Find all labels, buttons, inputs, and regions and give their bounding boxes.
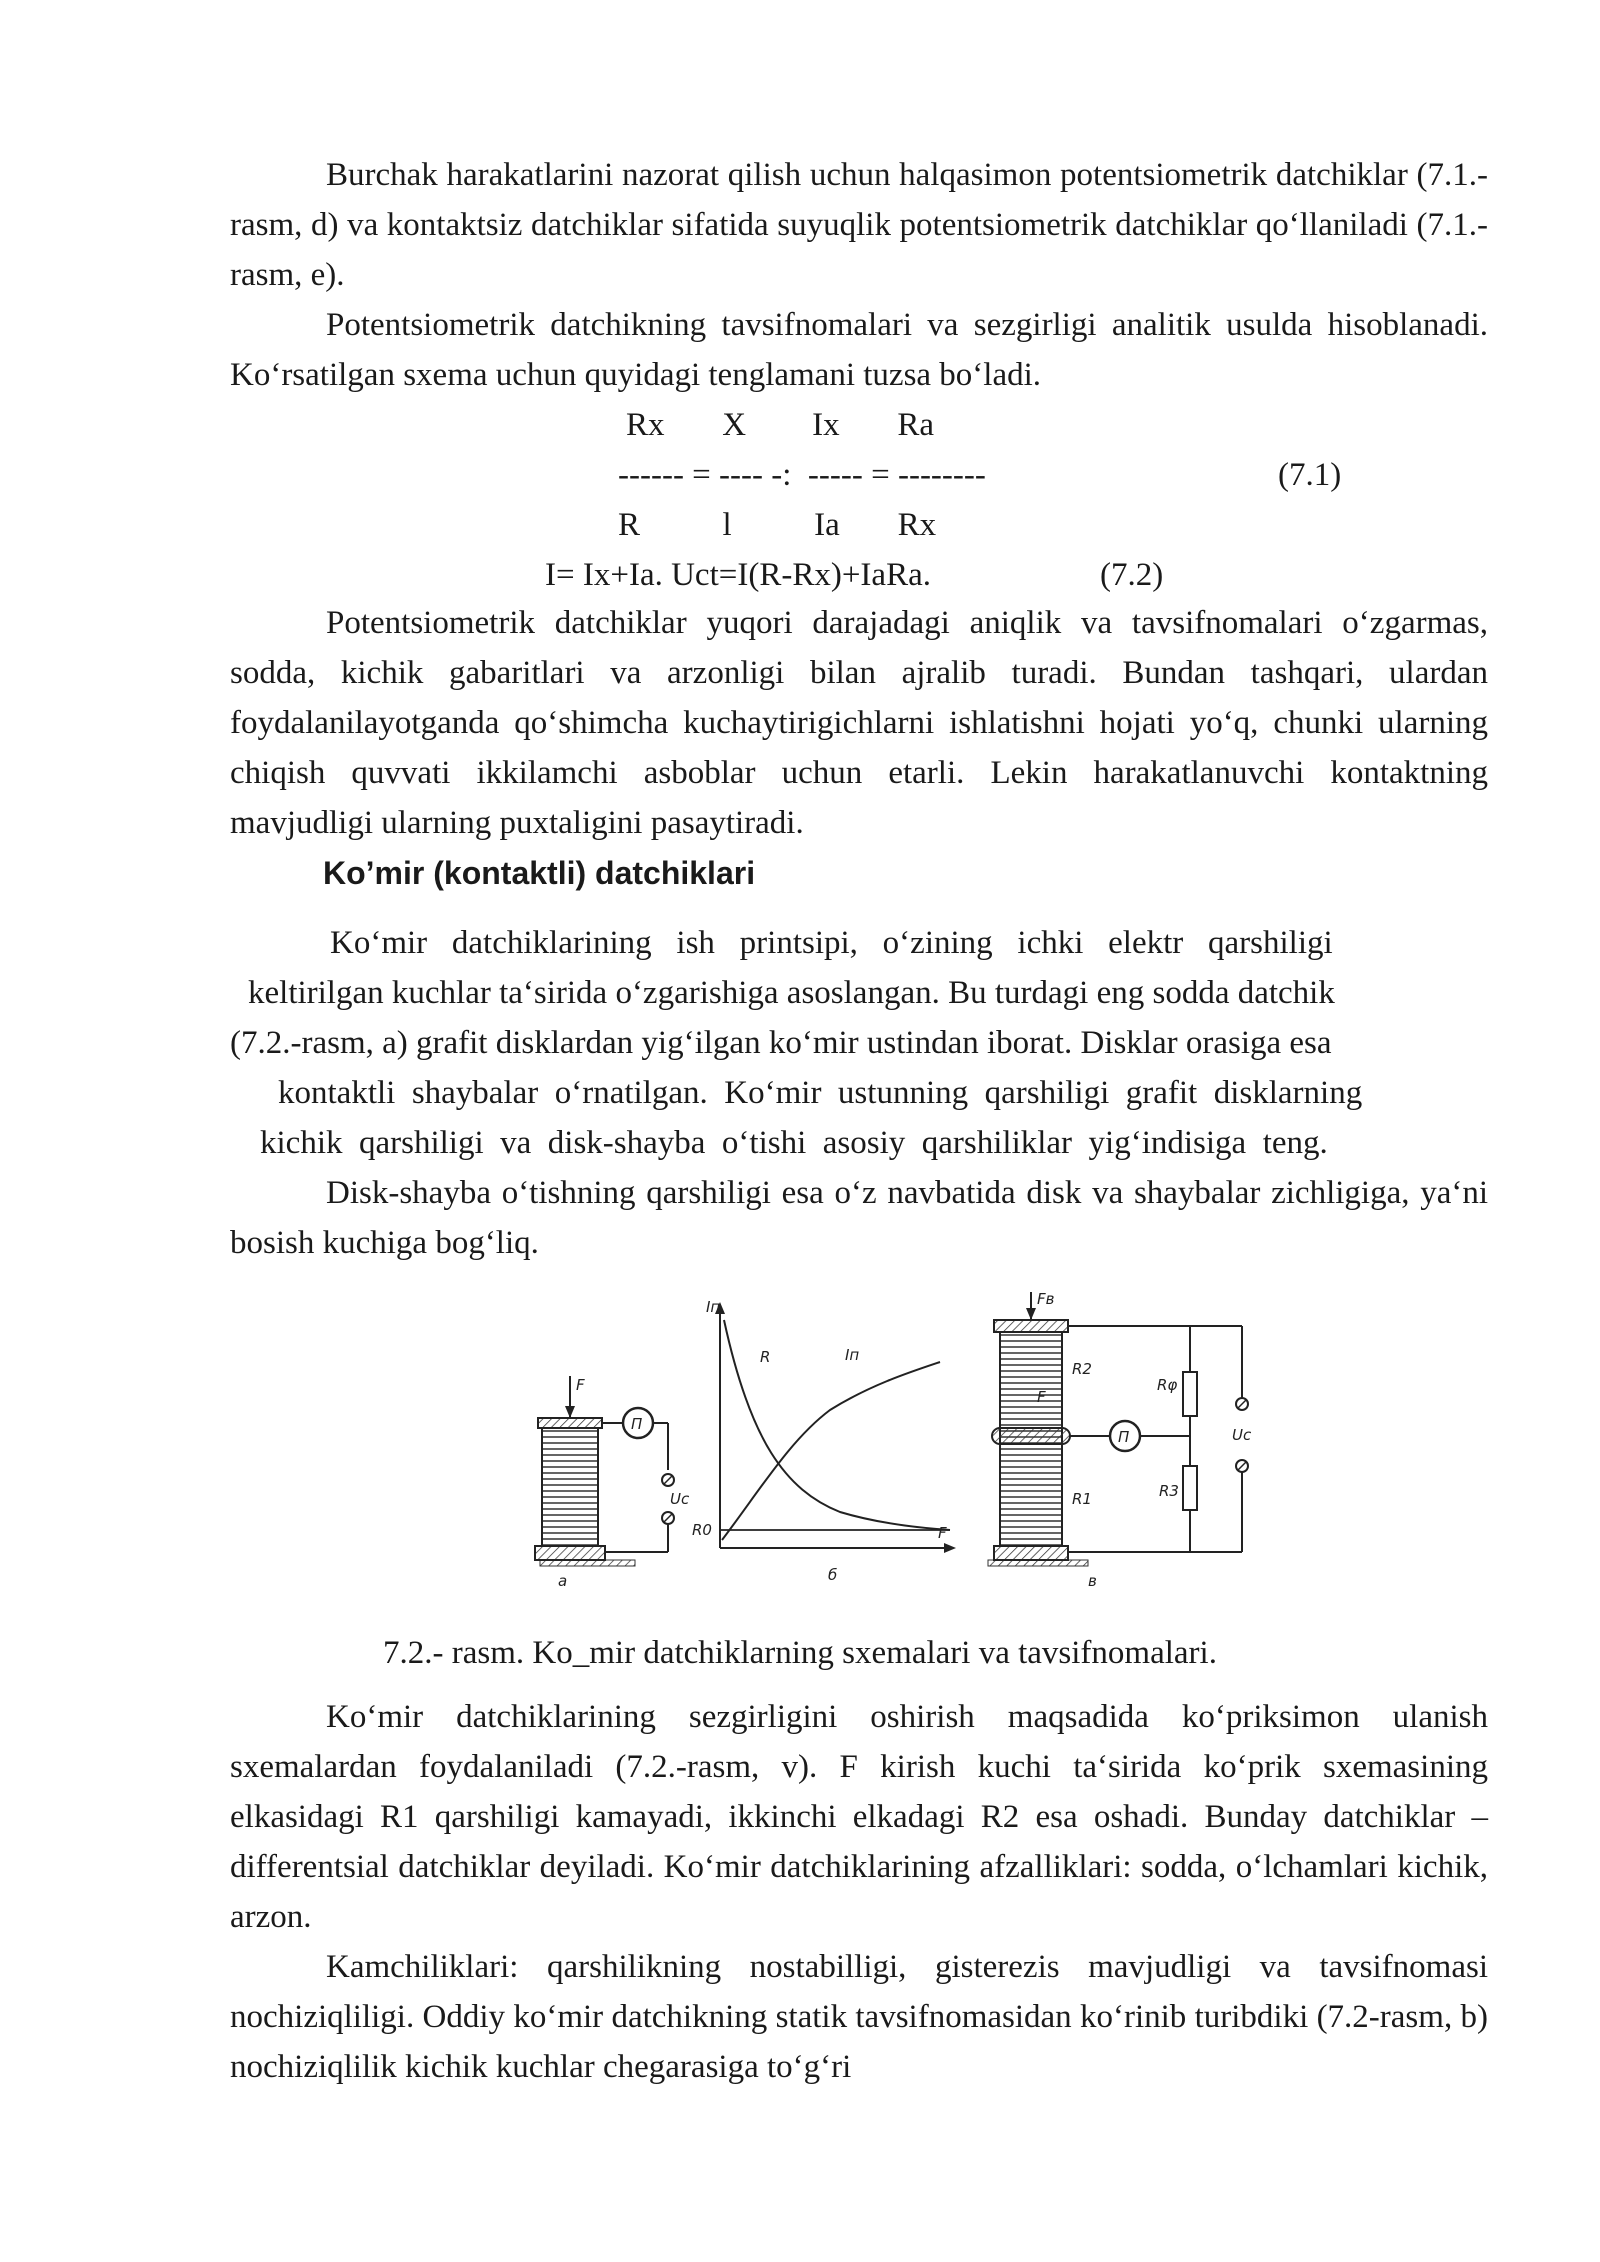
paragraph-4-line-5: kichik qarshiligi va disk-shayba o‘tishi asosiy qarshiliklar yig‘indisiga teng. [260, 1125, 1328, 1161]
label-P-a: П [631, 1415, 643, 1433]
formula-7-1-denominators: R l Ia Rx [618, 507, 937, 543]
formula-7-1-numerators: Rx X Ix Ra [626, 407, 934, 443]
label-Rphi: Rφ [1157, 1376, 1178, 1394]
paragraph-6: Ko‘mir datchiklarining sezgirligini oshirish maqsadida ko‘priksimon ulanish sxemalardan foydalaniladi (7.2.-rasm, v). F kirish kuchi ta‘sirida ko‘prik sxemasining elkasidagi R1 qarshiligi kamayadi, ikkinchi elkadagi R2 esa oshadi. Bunday datchiklar – differentsial datchiklar deyiladi. Ko‘mir datchiklarining afzalliklari: sodda, o‘lchamlari kichik, arzon. [230, 1699, 1488, 1935]
label-a: a [558, 1572, 568, 1590]
label-F-a: F [576, 1376, 585, 1394]
formula-7-1-bar: ------ = ---- -: ----- = -------- [618, 457, 986, 493]
label-P-v: П [1118, 1428, 1130, 1446]
formula-7-1-number: (7.1) [1278, 457, 1342, 493]
paragraph-1: Burchak harakatlarini nazorat qilish uchun halqasimon potentsiometrik datchiklar (7.1.-rasm, d) va kontaktsiz datchiklar sifatida suyuqlik potentsiometrik datchiklar qo‘llaniladi (7.1.-rasm, e). [230, 157, 1488, 293]
label-v: в [1088, 1572, 1097, 1590]
figure-caption: 7.2.- rasm. Ko_mir datchiklarning sxemalari va tavsifnomalari. [383, 1635, 1217, 1671]
paragraph-3: Potentsiometrik datchiklar yuqori darajadagi aniqlik va tavsifnomalari o‘zgarmas, sodda, kichik gabaritlari va arzonligi bilan ajralib turadi. Bundan tashqari, ulardan foydalanilayotganda qo‘shimcha kuchaytirigichlarni ishlatishni hojati yo‘q, chunki ularning chiqish quvvati ikkilamchi asboblar uchun etarli. Lekin harakatlanuvchi kontaktning mavjudligi ularning puxtaligini pasaytiradi. [230, 605, 1488, 841]
resistor-Rphi [1183, 1372, 1197, 1416]
paragraph-7: Kamchiliklari: qarshilikning nostabilligi, gisterezis mavjudligi va tavsifnomasi nochiziqliligi. Oddiy ko‘mir datchikning statik tavsifnomasidan ko‘rinib turibdiki (7.2-rasm, b) nochiziqlilik kichik kuchlar chegarasiga to‘g‘ri [230, 1949, 1488, 2085]
label-R3: R3 [1159, 1482, 1179, 1500]
figure-carbon-sensor-diagrams [510, 1290, 1260, 1590]
paragraph-4-line-1: Ko‘mir datchiklarining ish printsipi, o‘zining ichki elektr qarshiligi [330, 925, 1333, 961]
label-R-curve: R [760, 1348, 771, 1366]
panel-a-simple-sensor [535, 1376, 690, 1590]
formula-7-2-number: (7.2) [1100, 557, 1164, 593]
paragraph-4-line-2: keltirilgan kuchlar ta‘sirida o‘zgarishiga asoslangan. Bu turdagi eng sodda datchik [248, 975, 1335, 1011]
label-In-axis: Iп [706, 1298, 721, 1316]
resistor-R3 [1183, 1466, 1197, 1510]
paragraph-2: Potentsiometrik datchikning tavsifnomalari va sezgirligi analitik usulda hisoblanadi. Ko‘rsatilgan sxema uchun quyidagi tenglamani tuzsa bo‘ladi. [230, 307, 1488, 393]
label-R0: R0 [692, 1521, 712, 1539]
label-b: б [828, 1566, 838, 1584]
label-F-axis: F [938, 1524, 947, 1542]
paragraph-4-line-3: (7.2.-rasm, a) grafit disklardan yig‘ilgan ko‘mir ustindan iborat. Disklar orasiga esa [230, 1025, 1332, 1061]
label-Fv: Fв [1037, 1290, 1055, 1308]
label-R1: R1 [1072, 1490, 1092, 1508]
curve-resistance [724, 1320, 950, 1530]
panel-b-static-characteristic [692, 1298, 956, 1584]
label-R2: R2 [1072, 1360, 1092, 1378]
label-In-curve: Iп [845, 1346, 860, 1364]
section-heading: Ko’mir (kontaktli) datchiklari [323, 855, 756, 891]
label-Uc-v: Uc [1232, 1426, 1252, 1444]
panel-v-differential-sensor [988, 1290, 1252, 1590]
curve-current [722, 1362, 940, 1540]
label-Uc-a: Uc [670, 1490, 690, 1508]
paragraph-4-line-4: kontaktli shaybalar o‘rnatilgan. Ko‘mir ustunning qarshiligi grafit disklarning [278, 1075, 1363, 1111]
label-F-v: F [1037, 1388, 1046, 1406]
formula-7-2: I= Ix+Ia. Uct=I(R-Rx)+IaRa. [545, 557, 931, 593]
paragraph-5: Disk-shayba o‘tishning qarshiligi esa o‘z navbatida disk va shaybalar zichligiga, ya‘ni bosish kuchiga bog‘liq. [230, 1175, 1488, 1261]
